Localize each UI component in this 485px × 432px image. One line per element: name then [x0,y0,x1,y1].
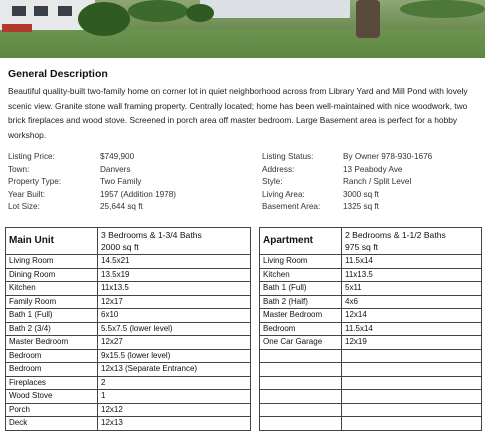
red-object [2,24,32,32]
apartment-title: Apartment [260,228,342,255]
room-name: Family Room [6,295,98,309]
room-dimensions: 1 [98,390,251,404]
shrub [128,0,188,22]
fact-row [262,176,432,189]
table-row [6,349,251,363]
table-row [260,376,482,390]
room-name [260,417,342,431]
room-name: Bedroom [6,363,98,377]
room-name [260,390,342,404]
fact-row [8,201,176,214]
fact-label: Living Area: [262,189,305,199]
table-row [260,349,482,363]
room-dimensions [342,417,482,431]
apartment-summary [342,228,482,255]
room-name [260,349,342,363]
fact-value: 13 Peabody Ave [343,164,403,174]
room-dimensions: 12x13 [98,417,251,431]
fact-value: Danvers [100,164,131,174]
room-dimensions: 14.5x21 [98,255,251,269]
main-unit-title: Main Unit [6,228,98,255]
room-name [260,376,342,390]
room-dimensions: 11.5x14 [342,255,482,269]
property-photo [0,0,485,58]
table-row [260,363,482,377]
fact-row [262,189,432,202]
room-dimensions [342,349,482,363]
room-dimensions: 9x15.5 (lower level) [98,349,251,363]
room-name: Fireplaces [6,376,98,390]
section-heading: General Description [8,68,108,80]
room-dimensions: 13.5x19 [98,268,251,282]
fact-value: 1957 (Addition 1978) [100,189,177,199]
table-row [260,336,482,350]
room-dimensions [342,390,482,404]
apartment-table [259,227,482,431]
room-dimensions: 12x14 [342,309,482,323]
fact-value: Two Family [100,177,142,187]
room-dimensions: 12x17 [98,295,251,309]
lawn [0,30,485,58]
room-name: Kitchen [6,282,98,296]
room-name: Bath 1 (Full) [260,282,342,296]
house-right [200,0,350,18]
table-row [260,268,482,282]
room-name: Porch [6,403,98,417]
room-name [260,363,342,377]
fact-label: Property Type: [8,177,62,187]
room-dimensions: 11x13.5 [98,282,251,296]
room-dimensions: 12x19 [342,336,482,350]
fact-value: 3000 sq ft [343,189,379,199]
room-dimensions: 4x6 [342,295,482,309]
fact-label: Lot Size: [8,202,40,212]
table-row [260,255,482,269]
fact-value: By Owner 978-930-1676 [343,152,433,161]
table-row [6,282,251,296]
summary-bedrooms-baths: 2 Bedrooms & 1-1/2 Baths [345,230,446,240]
facts-right [262,151,432,214]
table-row [260,295,482,309]
room-name: Bath 2 (3/4) [6,322,98,336]
table-row [260,282,482,296]
fact-label: Listing Status: [262,152,314,161]
room-dimensions [342,376,482,390]
fact-row [8,176,176,189]
room-name: Living Room [6,255,98,269]
table-header-row [260,228,482,255]
table-header-row [6,228,251,255]
table-row [6,363,251,377]
fact-row [8,189,176,202]
room-dimensions: 12x27 [98,336,251,350]
fact-row [8,151,176,164]
room-dimensions: 12x12 [98,403,251,417]
room-dimensions: 11x13.5 [342,268,482,282]
main-unit-summary [98,228,251,255]
room-name: Bedroom [260,322,342,336]
room-dimensions: 11.5x14 [342,322,482,336]
room-name: Living Room [260,255,342,269]
table-row [6,309,251,323]
table-row [6,417,251,431]
tree-canopy [400,0,485,18]
tree-trunk [356,0,380,38]
room-dimensions [342,403,482,417]
room-name: Deck [6,417,98,431]
room-dimensions [342,363,482,377]
fact-value: $749,900 [100,152,135,161]
room-name: Master Bedroom [6,336,98,350]
table-row [260,417,482,431]
room-dimensions: 2 [98,376,251,390]
room-name: Bedroom [6,349,98,363]
fact-label: Style: [262,177,283,187]
room-name: Dining Room [6,268,98,282]
room-name [260,403,342,417]
table-row [6,390,251,404]
fact-row [262,151,432,164]
fact-label: Year Built: [8,189,46,199]
table-row [260,309,482,323]
fact-row [262,201,432,214]
room-dimensions: 6x10 [98,309,251,323]
description-text: Beautiful quality-built two-family home on corner lot in quiet neighborhood across from Library Yard and Mill Pond with lovely scenic view. Granite stone wall framing property. Centrally located; home has been well-maintained with nice woodwork, two brick fireplaces and wood stove. Screened in porch area off master bedroom. Large Basement area is perfect for a hobby workshop. [8,86,468,140]
fact-label: Address: [262,164,295,174]
facts-left [8,151,176,214]
room-name: Kitchen [260,268,342,282]
table-row [6,255,251,269]
room-name: Wood Stove [6,390,98,404]
room-dimensions: 5x11 [342,282,482,296]
table-row [260,403,482,417]
summary-area: 2000 sq ft [101,242,139,252]
room-name: Bath 1 (Full) [6,309,98,323]
summary-bedrooms-baths: 3 Bedrooms & 1-3/4 Baths [101,230,202,240]
room-dimensions: 12x13 (Separate Entrance) [98,363,251,377]
fact-label: Listing Price: [8,152,55,161]
shrub [78,2,130,36]
shrub [186,4,214,22]
table-row [6,336,251,350]
summary-area: 975 sq ft [345,242,378,252]
fact-label: Basement Area: [262,202,321,212]
room-name: Master Bedroom [260,309,342,323]
table-row [6,376,251,390]
table-row [6,322,251,336]
table-row [6,403,251,417]
fact-value: 1325 sq ft [343,202,379,212]
main-unit-table [5,227,251,431]
fact-label: Town: [8,164,30,174]
fact-value: Ranch / Split Level [343,177,412,187]
fact-row [262,164,432,177]
table-row [6,268,251,282]
fact-row [8,164,176,177]
room-name: One Car Garage [260,336,342,350]
table-row [260,322,482,336]
table-row [260,390,482,404]
table-row [6,295,251,309]
room-name: Bath 2 (Half) [260,295,342,309]
fact-value: 25,644 sq ft [100,202,143,212]
room-dimensions: 5.5x7.5 (lower level) [98,322,251,336]
